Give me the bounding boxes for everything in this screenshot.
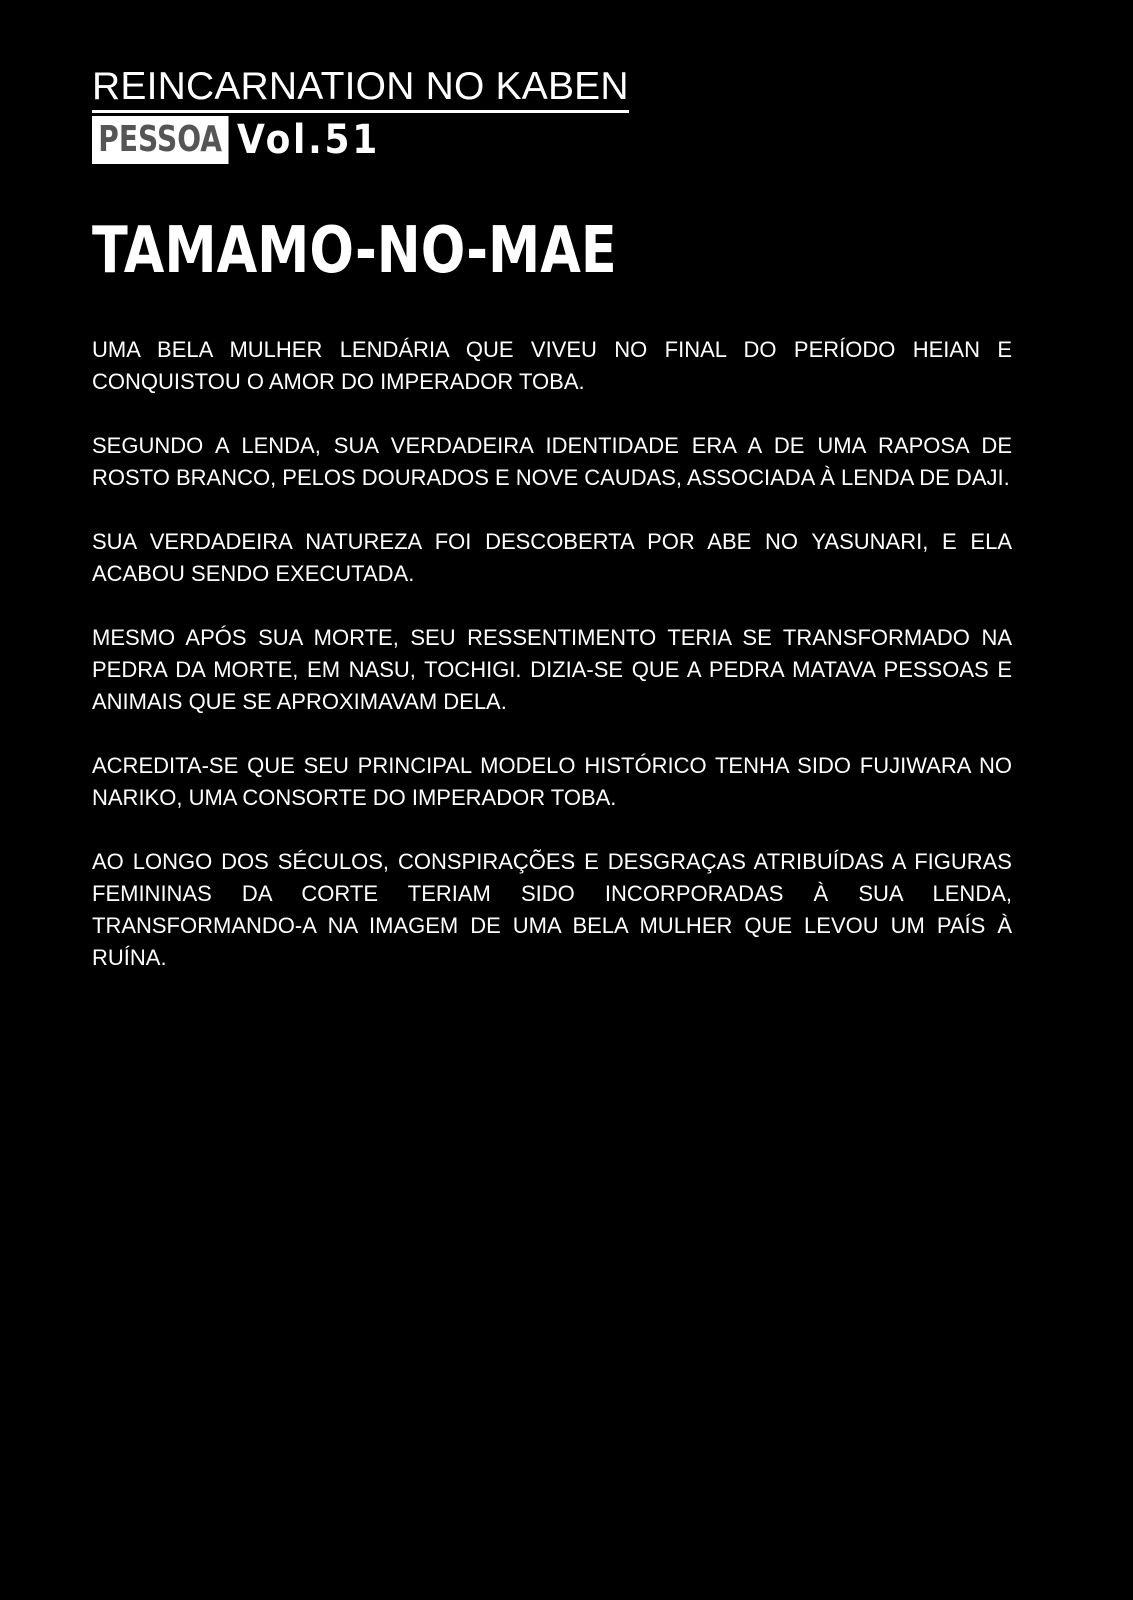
- entry-body: [92, 334, 1012, 1006]
- category-badge: PESSOA: [92, 116, 228, 164]
- series-title: REINCARNATION NO KABEN: [92, 66, 629, 113]
- paragraph: UMA BELA MULHER LENDÁRIA QUE VIVEU NO FINAL DO PERÍODO HEIAN E CONQUISTOU O AMOR DO IMPERADOR TOBA.: [92, 337, 1012, 394]
- entry-title: TAMAMO-NO-MAE: [92, 214, 617, 288]
- volume-row: [92, 116, 396, 164]
- paragraph: SUA VERDADEIRA NATUREZA FOI DESCOBERTA POR ABE NO YASUNARI, E ELA ACABOU SENDO EXECUTADA.: [92, 529, 1012, 586]
- volume-label: Vol.51: [236, 117, 380, 163]
- paragraph: MESMO APÓS SUA MORTE, SEU RESSENTIMENTO TERIA SE TRANSFORMADO NA PEDRA DA MORTE, EM NASU, TOCHIGI. DIZIA-SE QUE A PEDRA MATAVA PESSOAS E ANIMAIS QUE SE APROXIMAVAM DELA.: [92, 625, 1012, 714]
- paragraph: SEGUNDO A LENDA, SUA VERDADEIRA IDENTIDADE ERA A DE UMA RAPOSA DE ROSTO BRANCO, PELOS DOURADOS E NOVE CAUDAS, ASSOCIADA À LENDA DE DAJI.: [92, 433, 1012, 490]
- paragraph: ACREDITA-SE QUE SEU PRINCIPAL MODELO HISTÓRICO TENHA SIDO FUJIWARA NO NARIKO, UMA CONSORTE DO IMPERADOR TOBA.: [92, 753, 1012, 810]
- paragraph: AO LONGO DOS SÉCULOS, CONSPIRAÇÕES E DESGRAÇAS ATRIBUÍDAS A FIGURAS FEMININAS DA CORTE TERIAM SIDO INCORPORADAS À SUA LENDA, TRANSFORMANDO-A NA IMAGEM DE UMA BELA MULHER QUE LEVOU UM PAÍS À RUÍNA.: [92, 849, 1012, 970]
